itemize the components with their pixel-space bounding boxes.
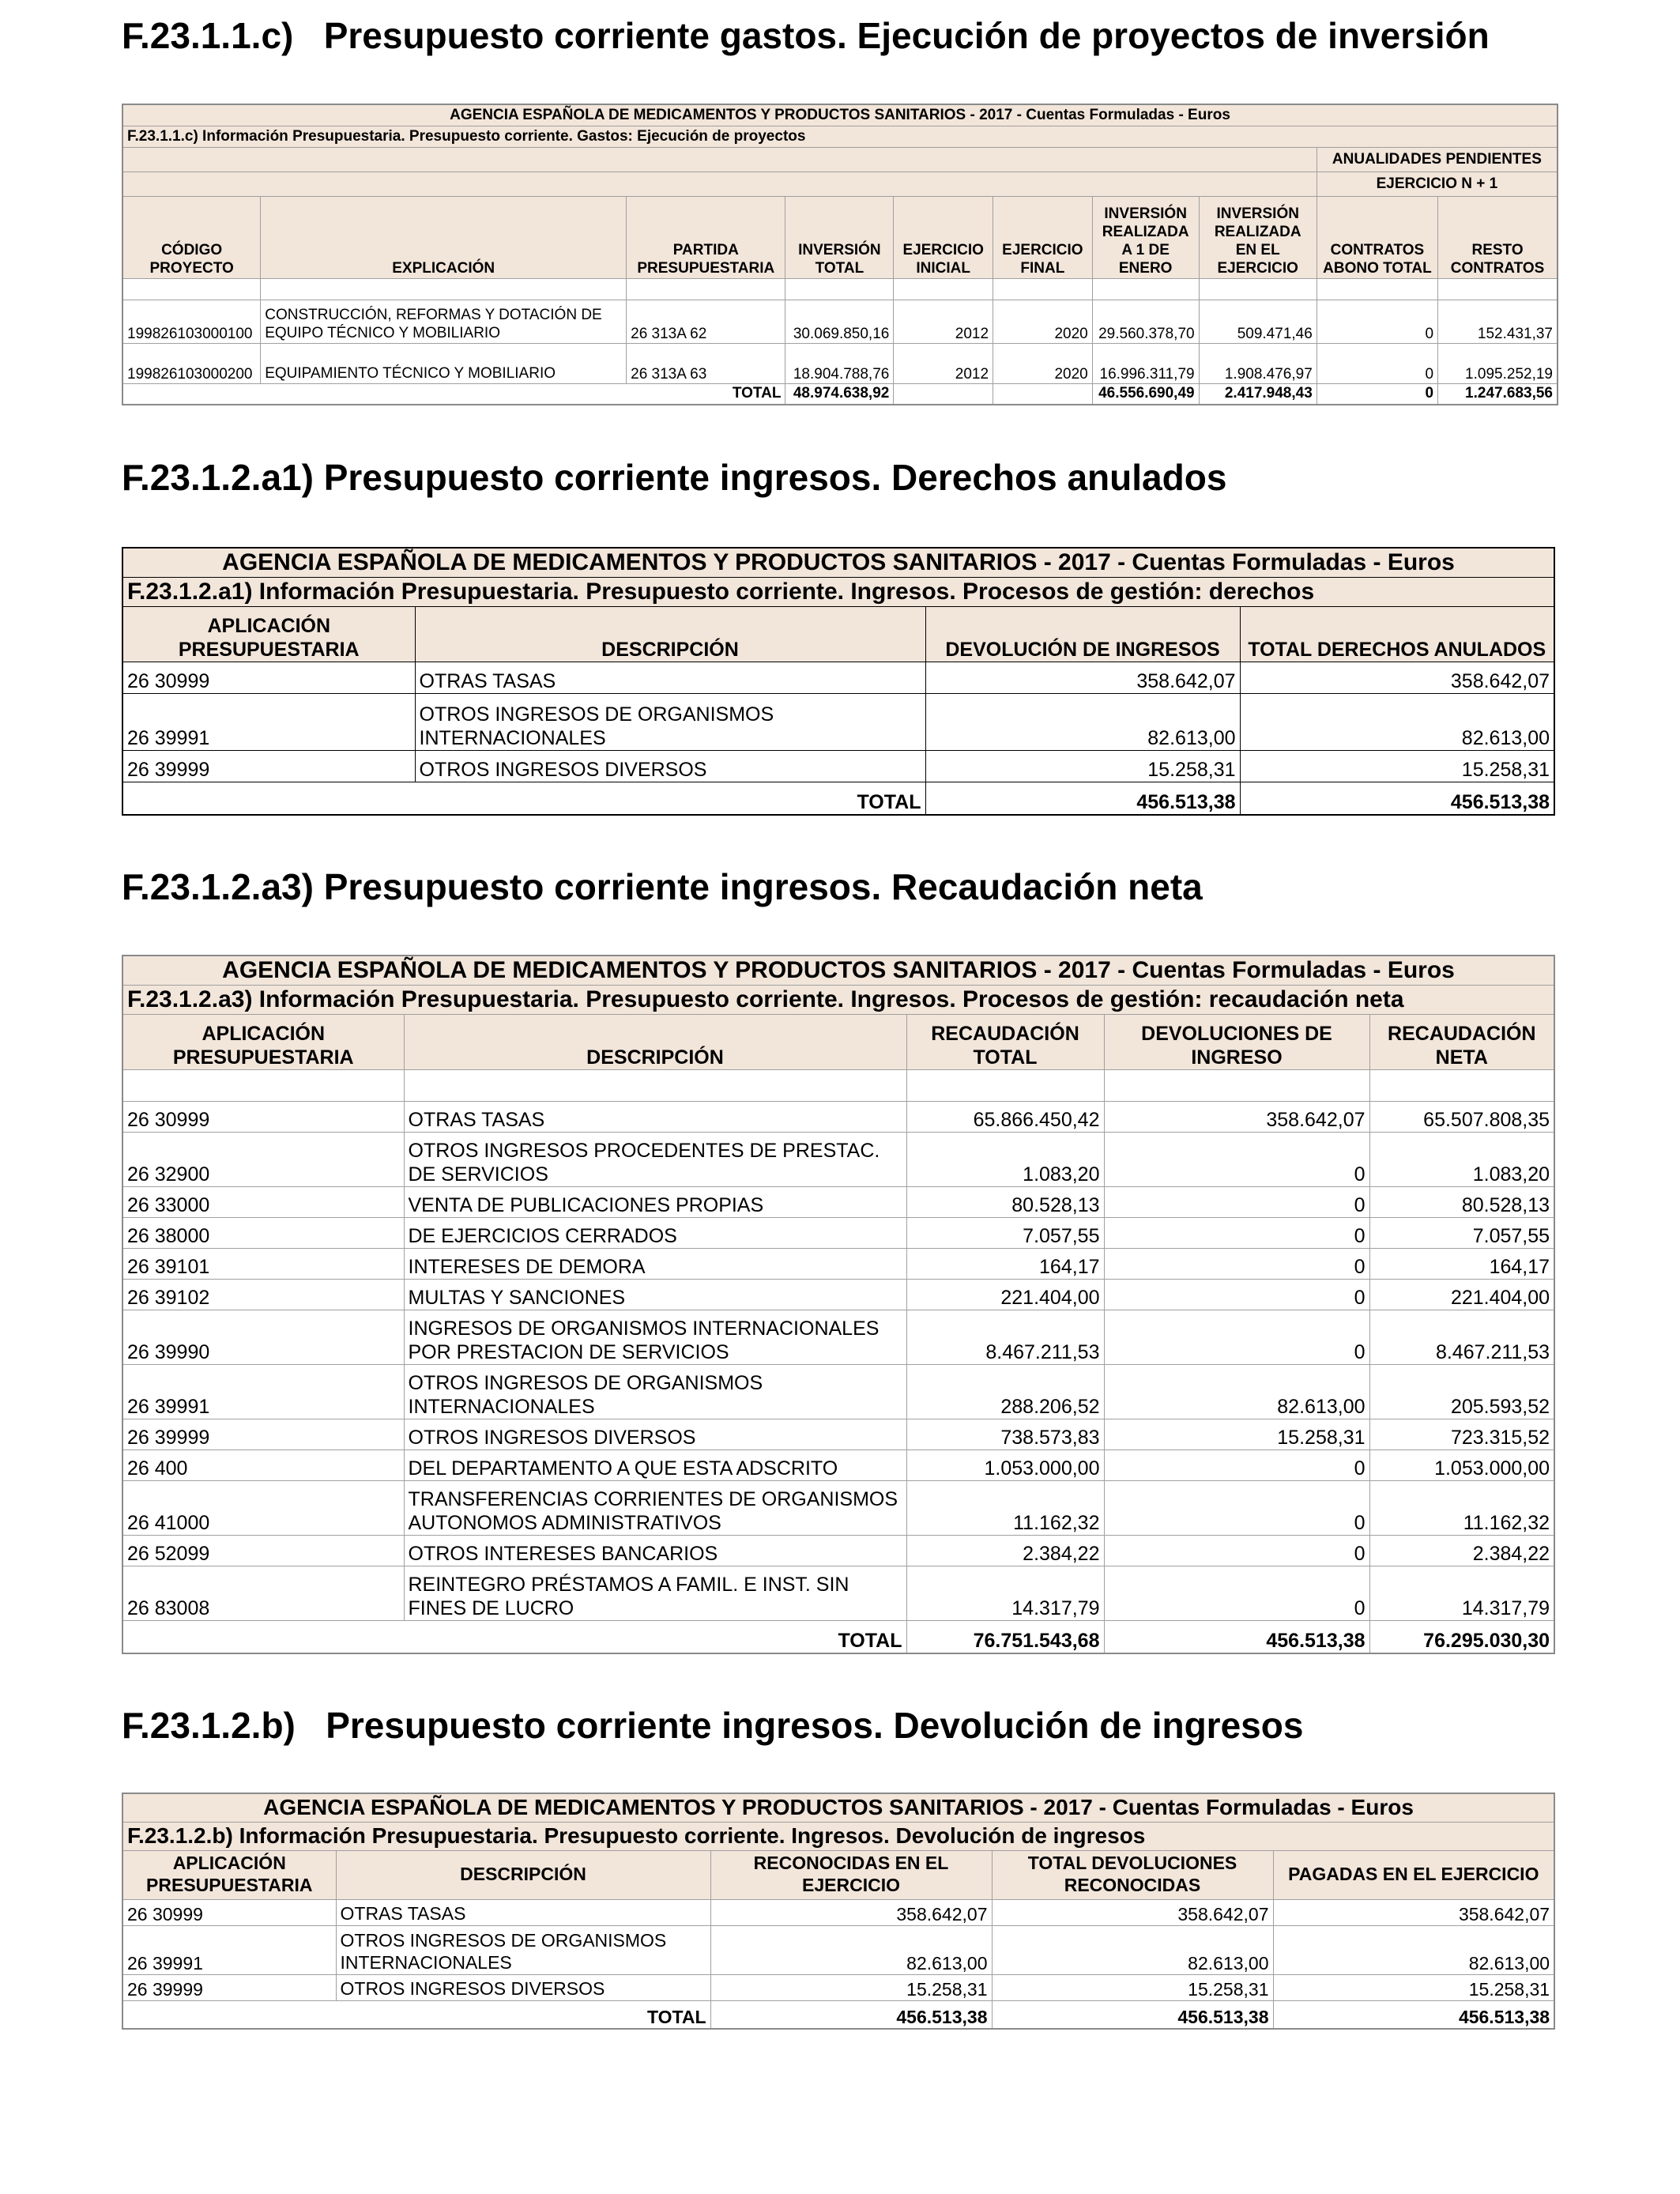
- cell-descripcion: OTRAS TASAS: [404, 1101, 906, 1132]
- column-header: RESTO CONTRATOS: [1438, 196, 1558, 278]
- cell-devoluciones: 0: [1104, 1132, 1369, 1186]
- table-row: [122, 1535, 1554, 1566]
- cell-descripcion: INGRESOS DE ORGANISMOS INTERNACIONALES POR PRESTACION DE SERVICIOS: [404, 1310, 906, 1364]
- cell-descripcion: VENTA DE PUBLICACIONES PROPIAS: [404, 1186, 906, 1217]
- cell-aplicacion: 26 52099: [122, 1535, 404, 1566]
- column-header: RECAUDACIÓN TOTAL: [906, 1014, 1104, 1069]
- cell-devoluciones: 0: [1104, 1217, 1369, 1248]
- table-subtitle: F.23.1.1.c) Información Presupuestaria. Presupuesto corriente. Gastos: Ejecución de proyectos: [122, 126, 1558, 147]
- empty-cell: [1317, 278, 1437, 300]
- empty-cell: [1369, 1069, 1554, 1101]
- cell-recaudacion-neta: 1.053.000,00: [1369, 1449, 1554, 1480]
- cell-recaudacion-total: 288.206,52: [906, 1364, 1104, 1419]
- table-row: [122, 1974, 1554, 2000]
- section-title-f23-1-2-a3: F.23.1.2.a3) Presupuesto corriente ingresos. Recaudación neta: [122, 866, 1203, 907]
- cell-codigo: 199826103000200: [122, 343, 261, 383]
- cell-ejercicio-final: 2020: [993, 343, 1093, 383]
- table-row: [122, 300, 1558, 343]
- cell-inversion-1-enero: 29.560.378,70: [1092, 300, 1199, 343]
- empty-cell: [785, 278, 894, 300]
- empty-cell: [1104, 1069, 1369, 1101]
- column-header: DEVOLUCIONES DE INGRESO: [1104, 1014, 1369, 1069]
- column-header: EJERCICIO FINAL: [993, 196, 1093, 278]
- cell-devoluciones: 358.642,07: [1104, 1101, 1369, 1132]
- column-header: INVERSIÓN REALIZADA A 1 DE ENERO: [1092, 196, 1199, 278]
- table-row: [122, 1310, 1554, 1364]
- cell-contratos-abono: 0: [1317, 343, 1437, 383]
- cell-devoluciones: 0: [1104, 1310, 1369, 1364]
- cell-pagadas: 82.613,00: [1273, 1925, 1554, 1974]
- total-value: 48.974.638,92: [785, 383, 894, 405]
- cell-recaudacion-neta: 8.467.211,53: [1369, 1310, 1554, 1364]
- cell-recaudacion-neta: 205.593,52: [1369, 1364, 1554, 1419]
- cell-descripcion: MULTAS Y SANCIONES: [404, 1279, 906, 1310]
- table-subtitle: F.23.1.2.a3) Información Presupuestaria. Presupuesto corriente. Ingresos. Procesos de gestión: recaudación neta: [122, 985, 1554, 1014]
- total-label: TOTAL: [122, 383, 785, 405]
- total-label: TOTAL: [122, 2000, 710, 2029]
- table-subtitle: F.23.1.2.b) Información Presupuestaria. Presupuesto corriente. Ingresos. Devolución de ingresos: [122, 1822, 1554, 1850]
- cell-pagadas: 358.642,07: [1273, 1899, 1554, 1925]
- ejercicio-n1-header: EJERCICIO N + 1: [1317, 172, 1558, 196]
- cell-aplicacion: 26 38000: [122, 1217, 404, 1248]
- cell-devolucion: 358.642,07: [925, 662, 1240, 693]
- empty-cell: [122, 172, 1317, 196]
- total-value: 456.513,38: [1104, 1620, 1369, 1653]
- section-title-f23-1-2-a1: F.23.1.2.a1) Presupuesto corriente ingresos. Derechos anulados: [122, 457, 1227, 498]
- cell-recaudacion-neta: 1.083,20: [1369, 1132, 1554, 1186]
- cell-total-devoluciones: 15.258,31: [992, 1974, 1273, 2000]
- cell-descripcion: REINTEGRO PRÉSTAMOS A FAMIL. E INST. SIN FINES DE LUCRO: [404, 1566, 906, 1620]
- cell-aplicacion: 26 400: [122, 1449, 404, 1480]
- column-header: TOTAL DEVOLUCIONES RECONOCIDAS: [992, 1850, 1273, 1899]
- cell-ejercicio-final: 2020: [993, 300, 1093, 343]
- total-row: [122, 383, 1558, 405]
- cell-recaudacion-neta: 14.317,79: [1369, 1566, 1554, 1620]
- cell-recaudacion-neta: 80.528,13: [1369, 1186, 1554, 1217]
- column-header: PARTIDA PRESUPUESTARIA: [627, 196, 785, 278]
- cell-recaudacion-neta: 221.404,00: [1369, 1279, 1554, 1310]
- cell-recaudacion-total: 80.528,13: [906, 1186, 1104, 1217]
- cell-aplicacion: 26 39991: [122, 1364, 404, 1419]
- cell-devoluciones: 0: [1104, 1566, 1369, 1620]
- table-row: [122, 1480, 1554, 1535]
- total-value: 456.513,38: [1240, 782, 1554, 815]
- table-row: [122, 1419, 1554, 1449]
- total-row: [122, 1620, 1554, 1653]
- cell-aplicacion: 26 39101: [122, 1248, 404, 1279]
- table-row: [122, 1925, 1554, 1974]
- total-value: 456.513,38: [1273, 2000, 1554, 2029]
- table-row: [122, 1364, 1554, 1419]
- empty-cell: [894, 278, 993, 300]
- cell-descripcion: OTROS INGRESOS DE ORGANISMOS INTERNACIONALES: [336, 1925, 710, 1974]
- cell-descripcion: OTROS INGRESOS DIVERSOS: [415, 750, 925, 782]
- cell-codigo: 199826103000100: [122, 300, 261, 343]
- column-header: EJERCICIO INICIAL: [894, 196, 993, 278]
- table-row: [122, 1101, 1554, 1132]
- total-row: [122, 782, 1554, 815]
- cell-total-anulados: 15.258,31: [1240, 750, 1554, 782]
- cell-descripcion: OTROS INGRESOS DE ORGANISMOS INTERNACIONALES: [404, 1364, 906, 1419]
- cell-recaudacion-total: 1.083,20: [906, 1132, 1104, 1186]
- cell-descripcion: OTROS INGRESOS DIVERSOS: [336, 1974, 710, 2000]
- cell-descripcion: OTROS INTERESES BANCARIOS: [404, 1535, 906, 1566]
- total-value: 46.556.690,49: [1092, 383, 1199, 405]
- cell-aplicacion: 26 30999: [122, 1101, 404, 1132]
- cell-recaudacion-neta: 164,17: [1369, 1248, 1554, 1279]
- cell-recaudacion-neta: 723.315,52: [1369, 1419, 1554, 1449]
- table-recaudacion-neta: [122, 955, 1555, 1654]
- table-derechos-anulados: [122, 547, 1555, 816]
- cell-aplicacion: 26 41000: [122, 1480, 404, 1535]
- table-row: [122, 1279, 1554, 1310]
- cell-recaudacion-neta: 11.162,32: [1369, 1480, 1554, 1535]
- cell-descripcion: OTRAS TASAS: [415, 662, 925, 693]
- cell-devolucion: 15.258,31: [925, 750, 1240, 782]
- cell-recaudacion-total: 14.317,79: [906, 1566, 1104, 1620]
- cell-explicacion: EQUIPAMIENTO TÉCNICO Y MOBILIARIO: [261, 343, 627, 383]
- total-value: 456.513,38: [992, 2000, 1273, 2029]
- cell-devoluciones: 0: [1104, 1480, 1369, 1535]
- cell-aplicacion: 26 39999: [122, 1419, 404, 1449]
- table-row: [122, 343, 1558, 383]
- cell-inversion-ejercicio: 509.471,46: [1199, 300, 1317, 343]
- section-title-f23-1-1-c: F.23.1.1.c) Presupuesto corriente gastos. Ejecución de proyectos de inversión: [122, 15, 1490, 56]
- cell-recaudacion-total: 738.573,83: [906, 1419, 1104, 1449]
- cell-aplicacion: 26 30999: [122, 1899, 336, 1925]
- cell-aplicacion: 26 39102: [122, 1279, 404, 1310]
- total-value: 456.513,38: [710, 2000, 992, 2029]
- total-value: 76.751.543,68: [906, 1620, 1104, 1653]
- cell-recaudacion-total: 2.384,22: [906, 1535, 1104, 1566]
- cell-partida: 26 313A 62: [627, 300, 785, 343]
- cell-ejercicio-inicial: 2012: [894, 300, 993, 343]
- anualidades-pendientes-header: ANUALIDADES PENDIENTES: [1317, 147, 1558, 172]
- total-value: 456.513,38: [925, 782, 1240, 815]
- column-header: RECAUDACIÓN NETA: [1369, 1014, 1554, 1069]
- empty-cell: [906, 1069, 1104, 1101]
- table-row: [122, 1217, 1554, 1248]
- cell-devoluciones: 0: [1104, 1449, 1369, 1480]
- cell-recaudacion-total: 65.866.450,42: [906, 1101, 1104, 1132]
- table-row: [122, 662, 1554, 693]
- cell-devoluciones: 0: [1104, 1535, 1369, 1566]
- total-label: TOTAL: [122, 782, 925, 815]
- table-row: [122, 1186, 1554, 1217]
- column-header: TOTAL DERECHOS ANULADOS: [1240, 606, 1554, 662]
- table-row: [122, 1449, 1554, 1480]
- total-row: [122, 2000, 1554, 2029]
- column-header: EXPLICACIÓN: [261, 196, 627, 278]
- cell-total-devoluciones: 82.613,00: [992, 1925, 1273, 1974]
- cell-descripcion: INTERESES DE DEMORA: [404, 1248, 906, 1279]
- cell-descripcion: OTRAS TASAS: [336, 1899, 710, 1925]
- empty-cell: [1092, 278, 1199, 300]
- column-header: INVERSIÓN TOTAL: [785, 196, 894, 278]
- column-header: RECONOCIDAS EN EL EJERCICIO: [710, 1850, 992, 1899]
- column-header: DESCRIPCIÓN: [336, 1850, 710, 1899]
- cell-aplicacion: 26 39991: [122, 693, 415, 750]
- cell-reconocidas: 82.613,00: [710, 1925, 992, 1974]
- cell-contratos-abono: 0: [1317, 300, 1437, 343]
- total-value: [993, 383, 1093, 405]
- cell-resto-contratos: 152.431,37: [1438, 300, 1558, 343]
- cell-total-anulados: 358.642,07: [1240, 662, 1554, 693]
- cell-reconocidas: 358.642,07: [710, 1899, 992, 1925]
- table-title: AGENCIA ESPAÑOLA DE MEDICAMENTOS Y PRODUCTOS SANITARIOS - 2017 - Cuentas Formuladas - Euros: [122, 548, 1554, 577]
- table-title: AGENCIA ESPAÑOLA DE MEDICAMENTOS Y PRODUCTOS SANITARIOS - 2017 - Cuentas Formuladas - Euros: [122, 1793, 1554, 1822]
- column-header: DEVOLUCIÓN DE INGRESOS: [925, 606, 1240, 662]
- column-header: APLICACIÓN PRESUPUESTARIA: [122, 1014, 404, 1069]
- cell-ejercicio-inicial: 2012: [894, 343, 993, 383]
- cell-inversion-total: 18.904.788,76: [785, 343, 894, 383]
- cell-aplicacion: 26 39990: [122, 1310, 404, 1364]
- empty-cell: [122, 1069, 404, 1101]
- table-row: [122, 1899, 1554, 1925]
- cell-devoluciones: 0: [1104, 1186, 1369, 1217]
- cell-inversion-total: 30.069.850,16: [785, 300, 894, 343]
- cell-devolucion: 82.613,00: [925, 693, 1240, 750]
- column-header: PAGADAS EN EL EJERCICIO: [1273, 1850, 1554, 1899]
- cell-recaudacion-total: 7.057,55: [906, 1217, 1104, 1248]
- cell-descripcion: TRANSFERENCIAS CORRIENTES DE ORGANISMOS AUTONOMOS ADMINISTRATIVOS: [404, 1480, 906, 1535]
- empty-cell: [404, 1069, 906, 1101]
- cell-aplicacion: 26 39991: [122, 1925, 336, 1974]
- cell-partida: 26 313A 63: [627, 343, 785, 383]
- cell-inversion-ejercicio: 1.908.476,97: [1199, 343, 1317, 383]
- table-row: [122, 693, 1554, 750]
- total-value: 76.295.030,30: [1369, 1620, 1554, 1653]
- cell-recaudacion-total: 1.053.000,00: [906, 1449, 1104, 1480]
- cell-resto-contratos: 1.095.252,19: [1438, 343, 1558, 383]
- cell-devoluciones: 0: [1104, 1279, 1369, 1310]
- cell-recaudacion-total: 164,17: [906, 1248, 1104, 1279]
- empty-cell: [993, 278, 1093, 300]
- table-row: [122, 1248, 1554, 1279]
- cell-recaudacion-neta: 2.384,22: [1369, 1535, 1554, 1566]
- table-row: [122, 1132, 1554, 1186]
- cell-descripcion: OTROS INGRESOS PROCEDENTES DE PRESTAC. DE SERVICIOS: [404, 1132, 906, 1186]
- table-title: AGENCIA ESPAÑOLA DE MEDICAMENTOS Y PRODUCTOS SANITARIOS - 2017 - Cuentas Formuladas - Euros: [122, 956, 1554, 985]
- table-devolucion-ingresos: [122, 1793, 1555, 2030]
- column-header: CÓDIGO PROYECTO: [122, 196, 261, 278]
- empty-cell: [1438, 278, 1558, 300]
- column-header: DESCRIPCIÓN: [415, 606, 925, 662]
- cell-recaudacion-total: 8.467.211,53: [906, 1310, 1104, 1364]
- cell-descripcion: DEL DEPARTAMENTO A QUE ESTA ADSCRITO: [404, 1449, 906, 1480]
- cell-aplicacion: 26 33000: [122, 1186, 404, 1217]
- cell-descripcion: OTROS INGRESOS DE ORGANISMOS INTERNACIONALES: [415, 693, 925, 750]
- cell-aplicacion: 26 32900: [122, 1132, 404, 1186]
- column-header: INVERSIÓN REALIZADA EN EL EJERCICIO: [1199, 196, 1317, 278]
- total-value: 2.417.948,43: [1199, 383, 1317, 405]
- column-header: APLICACIÓN PRESUPUESTARIA: [122, 606, 415, 662]
- empty-cell: [122, 147, 1317, 172]
- cell-devoluciones: 15.258,31: [1104, 1419, 1369, 1449]
- cell-aplicacion: 26 83008: [122, 1566, 404, 1620]
- cell-inversion-1-enero: 16.996.311,79: [1092, 343, 1199, 383]
- cell-recaudacion-neta: 7.057,55: [1369, 1217, 1554, 1248]
- table-title: AGENCIA ESPAÑOLA DE MEDICAMENTOS Y PRODUCTOS SANITARIOS - 2017 - Cuentas Formuladas - Euros: [122, 104, 1558, 126]
- cell-aplicacion: 26 30999: [122, 662, 415, 693]
- cell-reconocidas: 15.258,31: [710, 1974, 992, 2000]
- cell-total-anulados: 82.613,00: [1240, 693, 1554, 750]
- section-title-f23-1-2-b: F.23.1.2.b) Presupuesto corriente ingresos. Devolución de ingresos: [122, 1705, 1304, 1746]
- column-header: DESCRIPCIÓN: [404, 1014, 906, 1069]
- column-header: APLICACIÓN PRESUPUESTARIA: [122, 1850, 336, 1899]
- table-subtitle: F.23.1.2.a1) Información Presupuestaria. Presupuesto corriente. Ingresos. Procesos de gestión: derechos: [122, 577, 1554, 606]
- cell-devoluciones: 0: [1104, 1248, 1369, 1279]
- table-ejecucion-proyectos: [122, 104, 1558, 405]
- total-value: 1.247.683,56: [1438, 383, 1558, 405]
- empty-cell: [122, 278, 261, 300]
- total-value: 0: [1317, 383, 1437, 405]
- empty-cell: [1199, 278, 1317, 300]
- cell-descripcion: DE EJERCICIOS CERRADOS: [404, 1217, 906, 1248]
- cell-recaudacion-total: 11.162,32: [906, 1480, 1104, 1535]
- cell-pagadas: 15.258,31: [1273, 1974, 1554, 2000]
- table-row: [122, 750, 1554, 782]
- cell-recaudacion-total: 221.404,00: [906, 1279, 1104, 1310]
- total-value: [894, 383, 993, 405]
- cell-total-devoluciones: 358.642,07: [992, 1899, 1273, 1925]
- empty-cell: [261, 278, 627, 300]
- empty-cell: [627, 278, 785, 300]
- column-header: CONTRATOS ABONO TOTAL: [1317, 196, 1437, 278]
- cell-explicacion: CONSTRUCCIÓN, REFORMAS Y DOTACIÓN DE EQUIPO TÉCNICO Y MOBILIARIO: [261, 300, 627, 343]
- cell-aplicacion: 26 39999: [122, 1974, 336, 2000]
- total-label: TOTAL: [122, 1620, 906, 1653]
- cell-aplicacion: 26 39999: [122, 750, 415, 782]
- cell-recaudacion-neta: 65.507.808,35: [1369, 1101, 1554, 1132]
- cell-devoluciones: 82.613,00: [1104, 1364, 1369, 1419]
- table-row: [122, 1566, 1554, 1620]
- cell-descripcion: OTROS INGRESOS DIVERSOS: [404, 1419, 906, 1449]
